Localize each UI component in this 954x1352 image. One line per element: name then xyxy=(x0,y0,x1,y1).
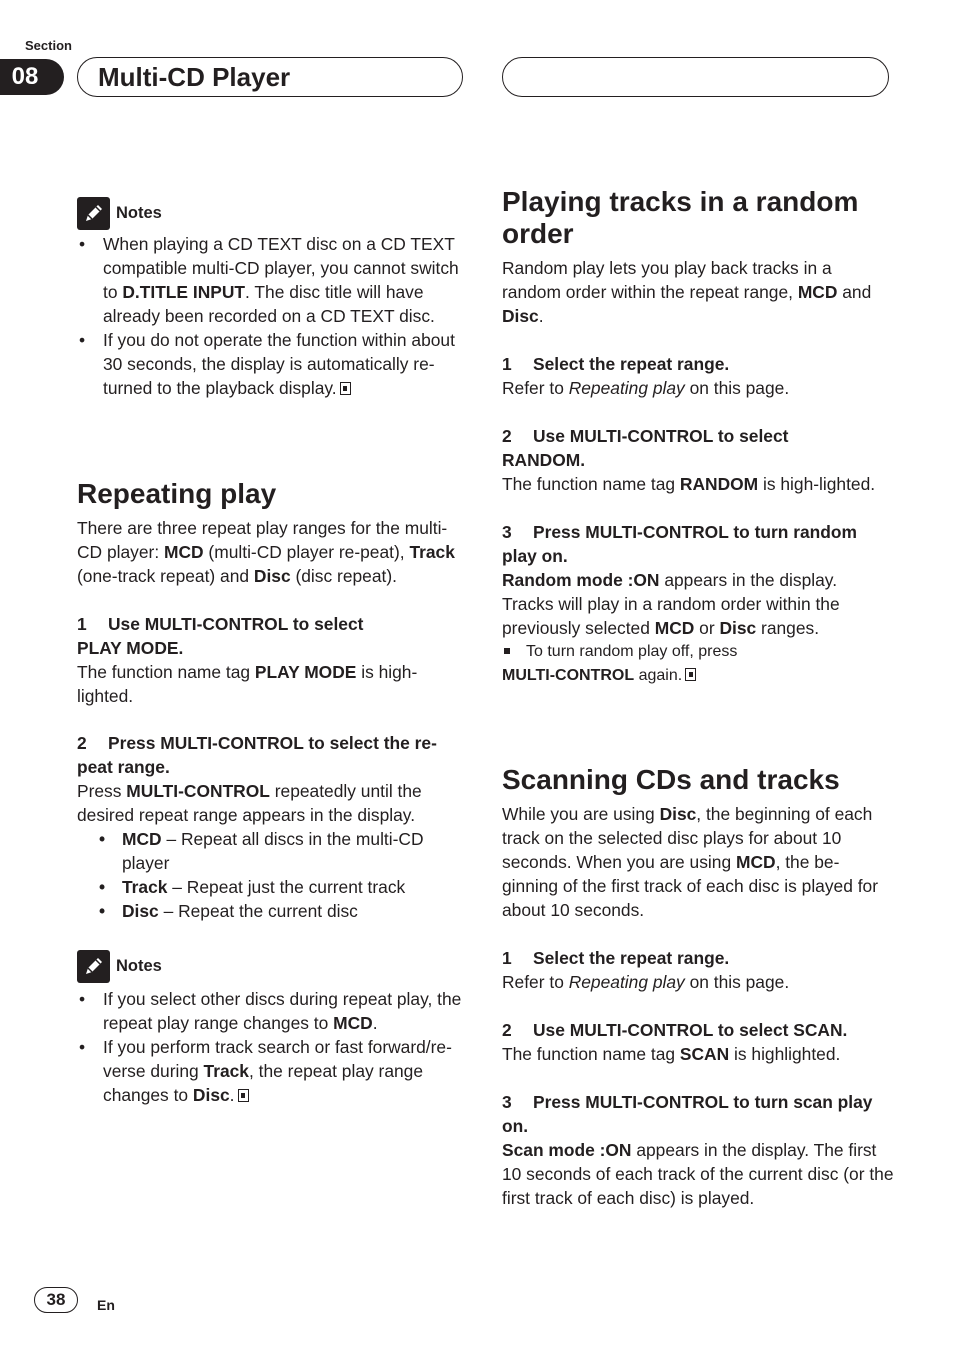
sub-note-continued: MULTI-CONTROL again. xyxy=(502,664,894,688)
step-heading: 1 Select the repeat range. xyxy=(502,948,730,968)
section-heading-repeating-play: Repeating play xyxy=(77,478,277,509)
section-number-badge: 08 xyxy=(0,59,64,95)
left-column xyxy=(77,196,469,1107)
notes-heading xyxy=(77,949,469,983)
square-bullet-icon xyxy=(504,648,510,654)
end-of-section-icon xyxy=(685,668,696,681)
paragraph: Press MULTI-CONTROL repeatedly until the desired repeat range appears in the display. xyxy=(77,781,422,825)
pencil-icon xyxy=(77,950,110,983)
list-item: • If you select other discs during repeat play, the repeat play range changes to MCD. xyxy=(77,987,469,1035)
list-item: • Track – Repeat just the current track xyxy=(77,875,469,899)
notes-heading-text: Notes xyxy=(116,204,162,222)
end-of-section-icon xyxy=(238,1089,249,1102)
list-item: • MCD – Repeat all discs in the multi-CD player xyxy=(77,827,469,875)
chapter-title xyxy=(77,57,463,97)
notes-heading xyxy=(77,196,469,230)
paragraph: Random mode :ON appears in the display. Tracks will play in a random order within the previously selected MCD or Disc ranges. xyxy=(502,570,840,638)
step-heading: 1 Select the repeat range. xyxy=(502,354,730,374)
step-heading: 2 Press MULTI-CONTROL to select the re-peat range. xyxy=(77,733,437,777)
step-heading: 1 Use MULTI-CONTROL to select PLAY MODE. xyxy=(77,614,364,658)
step-heading: 2 Use MULTI-CONTROL to select RANDOM. xyxy=(502,426,789,470)
chapter-title-blank-box xyxy=(502,57,889,97)
page-number: 38 xyxy=(34,1287,78,1313)
section-heading-random-play: Playing tracks in a random order xyxy=(502,186,859,249)
paragraph: Scan mode :ON appears in the display. The first 10 seconds of each track of the current disc (or the first track of each disc) is played. xyxy=(502,1140,894,1208)
pencil-icon xyxy=(77,197,110,230)
list-item: • Disc – Repeat the current disc xyxy=(77,899,469,923)
notes-list xyxy=(77,987,469,1107)
end-of-section-icon xyxy=(340,382,351,395)
step-heading: 3 Press MULTI-CONTROL to turn scan play on. xyxy=(502,1092,873,1136)
step-heading: 2 Use MULTI-CONTROL to select SCAN. xyxy=(502,1020,848,1040)
option-list xyxy=(77,827,469,923)
right-column xyxy=(502,186,894,1210)
list-item: • If you do not operate the function within about 30 seconds, the display is automatically re-turned to the playback display. xyxy=(77,328,469,400)
notes-heading-text: Notes xyxy=(116,957,162,975)
list-item: • If you perform track search or fast forward/re-verse during Track, the repeat play range changes to Disc. xyxy=(77,1035,469,1107)
paragraph: The function name tag RANDOM is high-lighted. xyxy=(502,474,876,494)
language-label: En xyxy=(97,1297,115,1313)
paragraph: Refer to Repeating play on this page. xyxy=(502,972,790,992)
paragraph: While you are using Disc, the beginning of each track on the selected disc plays for about 10 seconds. When you are using MCD, the be-ginning of the first track of each disc is played for about 10 seconds. xyxy=(502,804,879,920)
paragraph: The function name tag PLAY MODE is high-lighted. xyxy=(77,662,418,706)
paragraph: Random play lets you play back tracks in a random order within the repeat range, MCD and Disc. xyxy=(502,258,872,326)
paragraph: There are three repeat play ranges for the multi-CD player: MCD (multi-CD player re-peat), Track (one-track repeat) and Disc (disc repeat). xyxy=(77,518,455,586)
list-item: • When playing a CD TEXT disc on a CD TEXT compatible multi-CD player, you cannot switch to D.TITLE INPUT. The disc title will have already been recorded on a CD TEXT disc. xyxy=(77,232,469,328)
paragraph: The function name tag SCAN is highlighted. xyxy=(502,1044,841,1064)
step-heading: 3 Press MULTI-CONTROL to turn random play on. xyxy=(502,522,857,566)
section-label: Section xyxy=(25,38,72,53)
notes-list xyxy=(77,232,469,400)
paragraph: Refer to Repeating play on this page. xyxy=(502,378,790,398)
chapter-title-text: Multi-CD Player xyxy=(98,61,291,92)
section-heading-scanning: Scanning CDs and tracks xyxy=(502,764,840,795)
sub-note: To turn random play off, press xyxy=(502,640,894,664)
